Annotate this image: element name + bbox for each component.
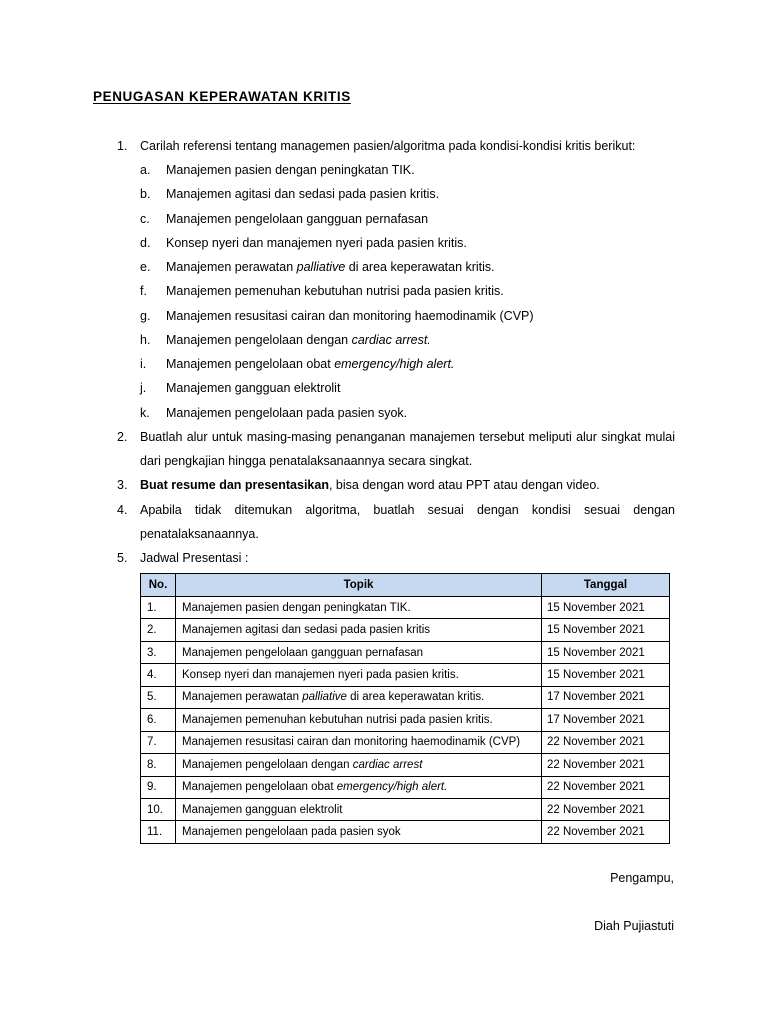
row-topic xyxy=(176,686,542,708)
row-topic: Manajemen pengelolaan gangguan pernafasan xyxy=(176,641,542,663)
subtask-text-start: Manajemen perawatan xyxy=(166,260,297,275)
row-topic-start: Manajemen pengelolaan obat xyxy=(182,781,337,794)
subtask-item-c xyxy=(140,207,675,231)
schedule-table xyxy=(140,573,670,844)
subtask-item-k xyxy=(140,401,675,425)
table-row xyxy=(141,776,670,798)
subtask-text-end: di area keperawatan kritis. xyxy=(345,260,495,275)
task-number: 3. xyxy=(117,478,128,493)
table-header-row xyxy=(141,574,670,597)
row-number: 6. xyxy=(141,709,176,731)
task-number: 1. xyxy=(117,139,128,153)
row-number: 10. xyxy=(141,798,176,820)
subtask-letter: e. xyxy=(140,260,151,275)
row-date: 22 November 2021 xyxy=(542,798,670,820)
subtask-text xyxy=(166,255,675,279)
task-number: 4. xyxy=(117,502,128,517)
task-text: Apabila tidak ditemukan algoritma, buatlah sesuai dengan kondisi sesuai dengan penatalaksanaannya. xyxy=(140,502,675,541)
table-row xyxy=(141,731,670,753)
row-date: 15 November 2021 xyxy=(542,664,670,686)
row-number: 3. xyxy=(141,641,176,663)
subtask-letter: b. xyxy=(140,187,151,202)
row-topic-italic-term: palliative xyxy=(302,691,347,704)
row-topic: Manajemen pengelolaan pada pasien syok xyxy=(176,821,542,843)
table-row xyxy=(141,641,670,663)
row-topic-italic-term: cardiac arrest xyxy=(352,758,423,771)
row-number: 11. xyxy=(141,821,176,843)
row-number: 8. xyxy=(141,754,176,776)
row-topic: Konsep nyeri dan manajemen nyeri pada pasien kritis. xyxy=(176,664,542,686)
table-row xyxy=(141,821,670,843)
signature-role: Pengampu, xyxy=(610,871,674,885)
subtask-letter: g. xyxy=(140,308,151,323)
row-number: 1. xyxy=(141,597,176,619)
row-topic xyxy=(176,754,542,776)
task-item-2 xyxy=(117,425,675,473)
subtask-item-d xyxy=(140,231,675,255)
table-row xyxy=(141,754,670,776)
row-topic: Manajemen agitasi dan sedasi pada pasien kritis xyxy=(176,619,542,641)
row-topic-end: di area keperawatan kritis. xyxy=(346,691,485,704)
subtask-letter: c. xyxy=(140,211,150,226)
subtask-text: Manajemen pemenuhan kebutuhan nutrisi pada pasien kritis. xyxy=(166,284,504,299)
row-number: 7. xyxy=(141,731,176,753)
subtask-italic-term: emergency/high alert. xyxy=(334,357,455,372)
signature-name: Diah Pujiastuti xyxy=(594,919,674,933)
subtask-text xyxy=(166,352,675,376)
subtask-item-e xyxy=(140,255,675,279)
row-date: 15 November 2021 xyxy=(542,641,670,663)
subtask-letter: h. xyxy=(140,332,151,347)
task-number: 5. xyxy=(117,550,128,565)
task-text-rest: , bisa dengan word atau PPT atau dengan video. xyxy=(328,478,600,493)
row-topic-start: Manajemen perawatan xyxy=(182,691,303,704)
subtask-text: Manajemen pasien dengan peningkatan TIK. xyxy=(166,163,415,178)
row-number: 5. xyxy=(141,686,176,708)
task-text xyxy=(140,473,675,497)
subtask-item-h xyxy=(140,328,675,352)
subtask-letter: j. xyxy=(140,381,147,396)
table-row xyxy=(141,664,670,686)
subtask-text xyxy=(166,328,675,352)
row-number: 2. xyxy=(141,619,176,641)
subtask-text: Konsep nyeri dan manajemen nyeri pada pasien kritis. xyxy=(166,235,467,250)
table-row xyxy=(141,597,670,619)
subtask-text: Manajemen pengelolaan pada pasien syok. xyxy=(166,405,408,420)
subtask-letter: i. xyxy=(140,357,147,372)
row-number: 4. xyxy=(141,664,176,686)
subtask-text-start: Manajemen pengelolaan obat xyxy=(166,357,335,372)
column-header-no: No. xyxy=(141,574,176,597)
subtask-letter: f. xyxy=(140,284,147,299)
subtask-italic-term: cardiac arrest. xyxy=(351,332,431,347)
subtask-letter: k. xyxy=(140,405,150,420)
column-header-topik: Topik xyxy=(176,574,542,597)
task-text: Jadwal Presentasi : xyxy=(140,550,249,565)
subtask-item-f xyxy=(140,279,675,303)
subtask-text: Manajemen pengelolaan gangguan pernafasan xyxy=(166,211,429,226)
row-topic-italic-term: emergency/high alert. xyxy=(336,781,448,794)
row-topic: Manajemen resusitasi cairan dan monitoring haemodinamik (CVP) xyxy=(176,731,542,753)
task-bold-phrase: Buat resume dan presentasikan xyxy=(140,478,329,493)
row-date: 22 November 2021 xyxy=(542,754,670,776)
subtask-text-start: Manajemen pengelolaan dengan xyxy=(166,332,352,347)
table-row xyxy=(141,709,670,731)
subtask-text: Manajemen agitasi dan sedasi pada pasien kritis. xyxy=(166,187,440,202)
table-row xyxy=(141,686,670,708)
subtask-item-g xyxy=(140,304,675,328)
task-item-5 xyxy=(117,546,675,570)
subtask-item-b xyxy=(140,182,675,206)
row-number: 9. xyxy=(141,776,176,798)
row-topic: Manajemen pasien dengan peningkatan TIK. xyxy=(176,597,542,619)
row-date: 22 November 2021 xyxy=(542,731,670,753)
row-topic: Manajemen pemenuhan kebutuhan nutrisi pada pasien kritis. xyxy=(176,709,542,731)
task-text: Buatlah alur untuk masing-masing penanganan manajemen tersebut meliputi alur singkat mulai dari pengkajian hingga penatalaksanaannya secara singkat. xyxy=(140,429,675,469)
document-title: PENUGASAN KEPERAWATAN KRITIS xyxy=(93,89,351,104)
subtask-item-j xyxy=(140,376,675,400)
subtask-text: Manajemen resusitasi cairan dan monitoring haemodinamik (CVP) xyxy=(166,308,534,323)
task-number: 2. xyxy=(117,429,128,444)
row-date: 15 November 2021 xyxy=(542,619,670,641)
column-header-tanggal: Tanggal xyxy=(542,574,670,597)
row-date: 17 November 2021 xyxy=(542,686,670,708)
row-topic: Manajemen gangguan elektrolit xyxy=(176,798,542,820)
task-item-3 xyxy=(117,473,675,497)
subtask-letter: d. xyxy=(140,235,151,250)
task-list xyxy=(117,134,675,570)
task-body xyxy=(140,134,675,425)
subtask-item-i xyxy=(140,352,675,376)
row-topic xyxy=(176,776,542,798)
table-row xyxy=(141,619,670,641)
row-date: 22 November 2021 xyxy=(542,776,670,798)
row-date: 17 November 2021 xyxy=(542,709,670,731)
row-date: 15 November 2021 xyxy=(542,597,670,619)
subtask-item-a xyxy=(140,158,675,182)
subtask-letter: a. xyxy=(140,163,151,178)
subtask-text: Manajemen gangguan elektrolit xyxy=(166,381,341,396)
table-row xyxy=(141,798,670,820)
subtask-italic-term: palliative xyxy=(296,260,346,275)
row-date: 22 November 2021 xyxy=(542,821,670,843)
task-item-4 xyxy=(117,498,675,546)
task-item-1 xyxy=(117,134,675,425)
row-topic-start: Manajemen pengelolaan dengan xyxy=(182,758,353,771)
task-text: Carilah referensi tentang managemen pasien/algoritma pada kondisi-kondisi kritis berikut: xyxy=(140,139,636,153)
